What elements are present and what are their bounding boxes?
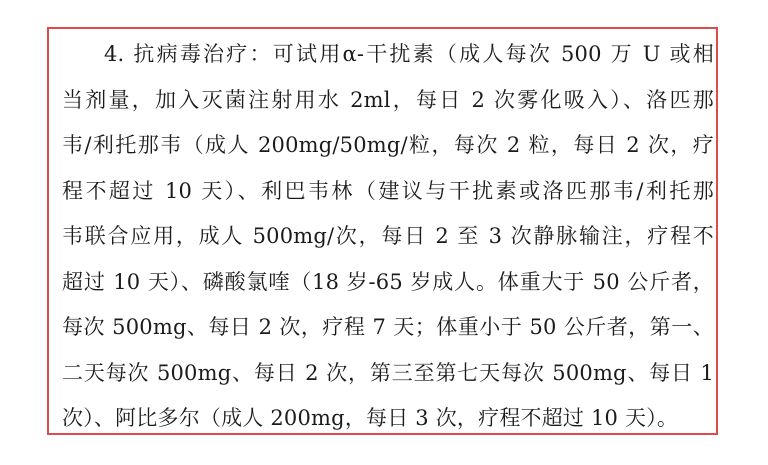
paragraph-line: 韦联合应用，成人 500mg/次，每日 2 至 3 次静脉输注，疗程不 — [62, 224, 714, 248]
paragraph-line: 4. 抗病毒治疗：可试用α-干扰素（成人每次 500 万 U 或相 — [104, 42, 714, 66]
document-paragraph — [62, 32, 714, 442]
paragraph-line: 每次 500mg、每日 2 次，疗程 7 天；体重小于 50 公斤者，第一、 — [62, 315, 714, 339]
paragraph-line: 次）、阿比多尔（成人 200mg，每日 3 次，疗程不超过 10 天）。 — [62, 406, 679, 430]
paragraph-line: 程不超过 10 天）、利巴韦林（建议与干扰素或洛匹那韦/利托那 — [62, 178, 714, 203]
paragraph-line: 二天每次 500mg、每日 2 次，第三至第七天每次 500mg、每日 1 — [62, 360, 714, 385]
paragraph-line: 韦/利托那韦（成人 200mg/50mg/粒，每次 2 粒，每日 2 次，疗 — [62, 133, 714, 157]
paragraph-line: 超过 10 天）、磷酸氯喹（18 岁-65 岁成人。体重大于 50 公斤者， — [62, 269, 714, 294]
paragraph-line: 当剂量，加入灭菌注射用水 2ml，每日 2 次雾化吸入）、洛匹那 — [62, 87, 714, 112]
